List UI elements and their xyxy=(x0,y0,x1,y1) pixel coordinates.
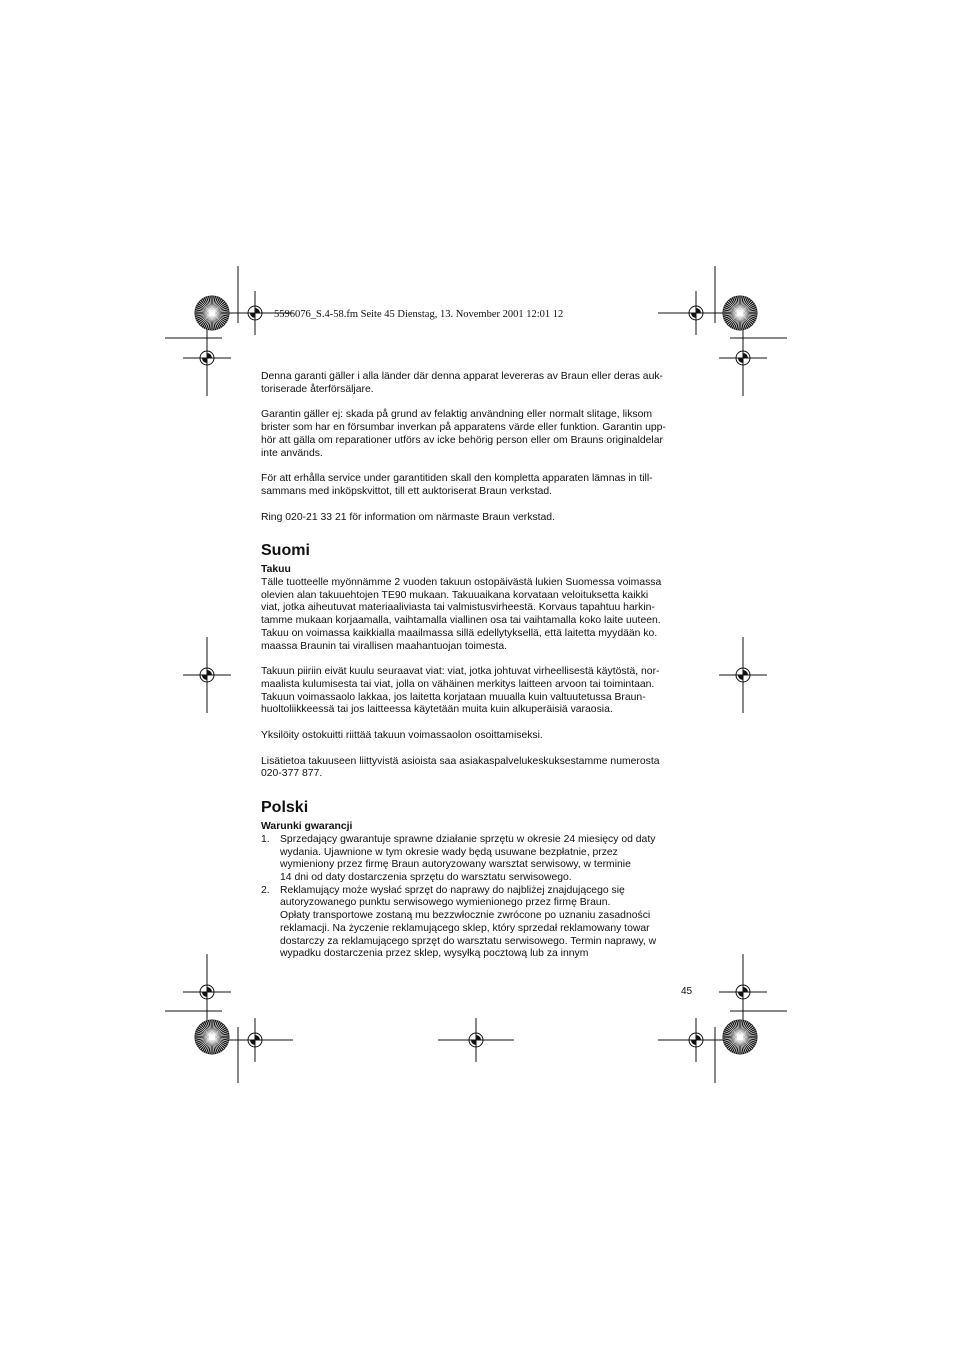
warranty-text xyxy=(261,371,693,961)
registration-mark-fill xyxy=(471,1035,481,1045)
page-number: 45 xyxy=(681,986,693,997)
list-item xyxy=(261,885,693,961)
swedish-paragraph-4: Ring 020-21 33 21 för information om närmaste Braun verkstad. xyxy=(261,511,555,523)
suomi-paragraph-3: Yksilöity ostokuitti riittää takuun voimassaolon osoittamiseksi. xyxy=(261,730,543,742)
print-file-header: 5596076_S.4-58.fm Seite 45 Dienstag, 13. November 2001 12:01 12 xyxy=(274,309,564,320)
list-item-number: 1. xyxy=(261,833,270,845)
list-item xyxy=(261,834,693,885)
suomi-paragraph-2: Takuun piiriin eivät kuulu seuraavat viat: viat, jotka johtuvat virheellisestä käytöstä, nor- maalista kulumisesta tai viat, jolla on vähäinen merkitys laitteen arvoon tai toimintaan. Takuun voimassaolo lakkaa, jos laitetta korjataan muualla kuin valtuutetussa Braun- huoltoliikkeessä tai jos laitteessa käytetään muita kuin alkuperäisiä varaosia. xyxy=(261,666,660,716)
suomi-paragraph-4: Lisätietoa takuuseen liittyvistä asioista saa asiakaspalvelukeskuksestamme numerosta 020-377 877. xyxy=(261,755,660,780)
section-heading-polski: Polski xyxy=(261,799,309,817)
registration-mark-fill xyxy=(738,670,748,680)
list-item-text: Reklamujący może wysłać sprzęt do naprawy do najbliżej znajdującego się autoryzowanego punktu serwisowego wymienionego przez firmę Braun. Opłaty transportowe zostaną mu bezzwłocznie zwrócone po uznaniu zasadności reklamacji. Na życzenie reklamującego sklep, który sprzedał reklamowany towar dostarczy za reklamującego sprzęt do warsztatu serwisowego. Termin naprawy, w wypadku dostarczenia przez sklep, wysyłką pocztową lub za innym xyxy=(280,884,657,960)
swedish-paragraph-3: För att erhålla service under garantitiden skall den kompletta apparaten lämnas in till- sammans med inköpskvittot, till ett auktoriserat Braun verkstad. xyxy=(261,473,653,497)
registration-mark-fill xyxy=(202,987,212,997)
swedish-paragraph-2: Garantin gäller ej: skada på grund av felaktig användning eller normalt slitage, liksom brister som har en försumbar inverkan på apparatens värde eller funktion. Garantin upp- hör att gälla om reparationer utförs av icke behörig person eller om Brauns originaldelar inte används. xyxy=(261,409,666,459)
swedish-paragraph-1: Denna garanti gäller i alla länder där denna apparat levereras av Braun eller deras auk- toriserade återförsäljare. xyxy=(261,371,664,395)
suomi-subheading: Takuu xyxy=(261,564,291,576)
polski-warranty-list xyxy=(261,834,693,961)
polski-subheading: Warunki gwarancji xyxy=(261,821,353,833)
list-item-text: Sprzedający gwarantuje sprawne działanie sprzętu w okresie 24 miesięcy od daty wydania. Ujawnione w tym okresie wady będą usuwane bezpłatnie, przez wymieniony przez firmę Braun autoryzowany warsztat serwisowy, w terminie 14 dni od daty dostarczenia sprzętu do warsztatu serwisowego. xyxy=(280,833,656,883)
registration-mark-fill xyxy=(250,1035,260,1045)
registration-mark-fill xyxy=(691,308,701,318)
section-heading-suomi: Suomi xyxy=(261,542,310,560)
registration-mark-fill xyxy=(691,1035,701,1045)
star-center xyxy=(737,1034,743,1040)
list-item-number: 2. xyxy=(261,884,270,896)
suomi-paragraph-1: Tälle tuotteelle myönnämme 2 vuoden takuun ostopäivästä lukien Suomessa voimassa olevien alan takuuehtojen TE90 mukaan. Takuuaikana korvataan veloituksetta kaikki viat, jotka aiheutuvat materiaaliviasta tai valmistusvirheestä. Korvaus tapahtuu harkin- tamme mukaan korjaamalla, vaihtamalla viallinen osa tai vaihtamalla koko laite uuteen. Takuu on voimassa kaikkialla maailmassa sillä edellytyksellä, että laitetta myydään ko. maassa Braunin tai virallisen maahantuojan toimesta. xyxy=(261,577,662,652)
registration-mark-fill xyxy=(202,353,212,363)
registration-mark-fill xyxy=(202,670,212,680)
star-center xyxy=(209,310,215,316)
star-center xyxy=(209,1034,215,1040)
registration-mark-fill xyxy=(738,987,748,997)
star-center xyxy=(737,310,743,316)
registration-mark-fill xyxy=(250,308,260,318)
registration-mark-fill xyxy=(738,353,748,363)
